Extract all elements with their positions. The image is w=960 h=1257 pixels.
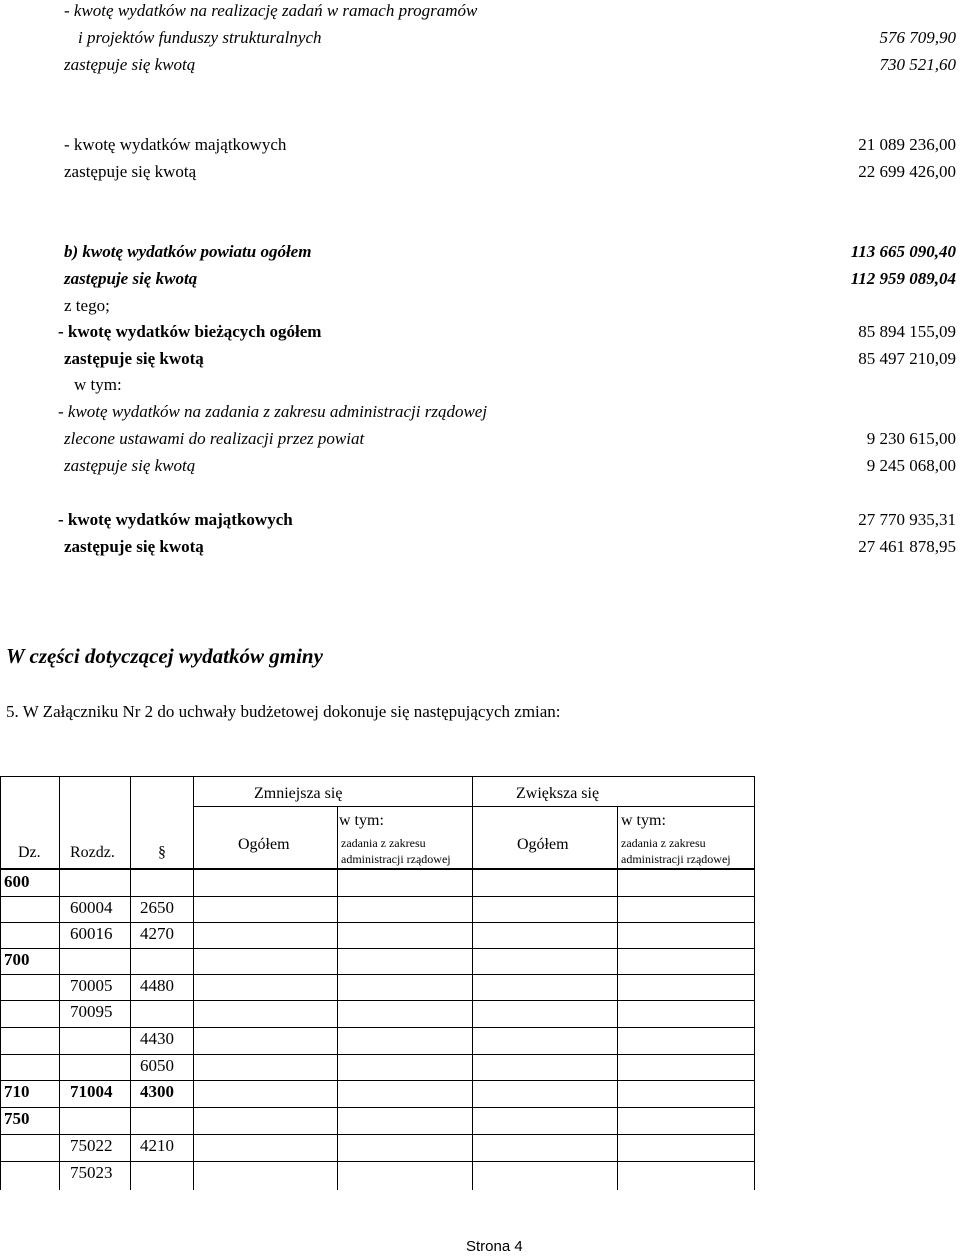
cell-par: 4210 [140,1136,174,1155]
header-w-tym: w tym: [339,812,384,829]
item-value: 85 894 155,09 [858,322,956,341]
item-label: zlecone ustawami do realizacji przez powiat [64,429,365,448]
item-label: w tym: [74,375,122,394]
table-border [0,776,1,1190]
item-label: - kwotę wydatków bieżących ogółem [58,322,322,341]
intro-text: 5. W Załączniku Nr 2 do uchwały budżetowej dokonuje się następujących zmian: [6,702,561,721]
table-border [0,948,754,949]
cell-rozdz: 60016 [70,924,113,943]
table-border [0,1027,754,1028]
cell-par: 4480 [140,976,174,995]
table-border [0,1161,754,1162]
cell-rozdz: 70095 [70,1002,113,1021]
item-label: z tego; [64,296,110,315]
item-label: zastępuje się kwotą [64,456,196,475]
table-border [0,1134,754,1135]
item-value: 9 245 068,00 [866,456,956,475]
header-ogolem: Ogółem [517,836,569,853]
item-label: zastępuje się kwotą [64,55,196,74]
table-border [130,776,131,1190]
cell-par: 2650 [140,898,174,917]
item-value: 112 959 089,04 [850,269,956,288]
cell-rozdz: 71004 [70,1082,113,1101]
item-label: - kwotę wydatków majątkowych [64,135,287,154]
page-footer: Strona 4 [466,1238,523,1255]
table-border [337,806,338,1190]
table-border [0,776,754,777]
header-w-tym: w tym: [621,812,666,829]
table-border [0,868,754,870]
item-label: - kwotę wydatków na zadania z zakresu administracji rządowej [58,402,488,421]
header-zwieksza: Zwiększa się [516,785,600,802]
table-border [59,776,60,1190]
table-border [0,1080,754,1081]
cell-par: 4270 [140,924,174,943]
header-zadania: zadania z zakresu [621,836,706,850]
cell-par: 4430 [140,1029,174,1048]
header-dz: Dz. [18,844,41,861]
cell-par: 4300 [140,1082,174,1101]
item-value: 113 665 090,40 [850,242,956,261]
header-rozdz: Rozdz. [70,844,115,861]
header-zmniejsza: Zmniejsza się [254,785,343,802]
table-border [0,1107,754,1108]
item-value: 27 770 935,31 [858,510,956,529]
table-border [0,974,754,975]
item-value: 576 709,90 [879,28,956,47]
table-border [193,776,194,1190]
header-ogolem: Ogółem [238,836,290,853]
table-border [0,1054,754,1055]
item-value: 22 699 426,00 [858,162,956,181]
cell-dz: 710 [4,1082,30,1101]
item-label: - kwotę wydatków na realizację zadań w ramach programów [64,1,478,20]
item-label: zastępuje się kwotą [64,162,197,181]
header-zadania: zadania z zakresu [341,836,426,850]
table-border [472,776,473,1190]
cell-dz: 600 [4,872,30,891]
table-border [193,806,754,807]
header-zadania: administracji rządowej [341,852,451,866]
item-value: 85 497 210,09 [858,349,956,368]
table-border [0,896,754,897]
cell-rozdz: 75023 [70,1163,113,1182]
cell-rozdz: 60004 [70,898,113,917]
header-zadania: administracji rządowej [621,852,731,866]
cell-par: 6050 [140,1056,174,1075]
header-paragraph: § [158,844,166,861]
item-value: 9 230 615,00 [866,429,956,448]
cell-dz: 700 [4,950,30,969]
item-value: 27 461 878,95 [858,537,956,556]
item-label: zastępuje się kwotą [64,269,198,288]
table-border [617,806,618,1190]
table-border [0,1000,754,1001]
cell-dz: 750 [4,1109,30,1128]
table-border [0,922,754,923]
cell-rozdz: 75022 [70,1136,113,1155]
item-label: b) kwotę wydatków powiatu ogółem [64,242,312,261]
item-value: 21 089 236,00 [858,135,956,154]
gmina-heading: W części dotyczącej wydatków gminy [6,644,323,668]
item-label: zastępuje się kwotą [64,537,204,556]
item-label: i projektów funduszy strukturalnych [78,28,322,47]
item-label: zastępuje się kwotą [64,349,204,368]
item-value: 730 521,60 [879,55,956,74]
cell-rozdz: 70005 [70,976,113,995]
item-label: - kwotę wydatków majątkowych [58,510,293,529]
table-border [754,776,755,1190]
